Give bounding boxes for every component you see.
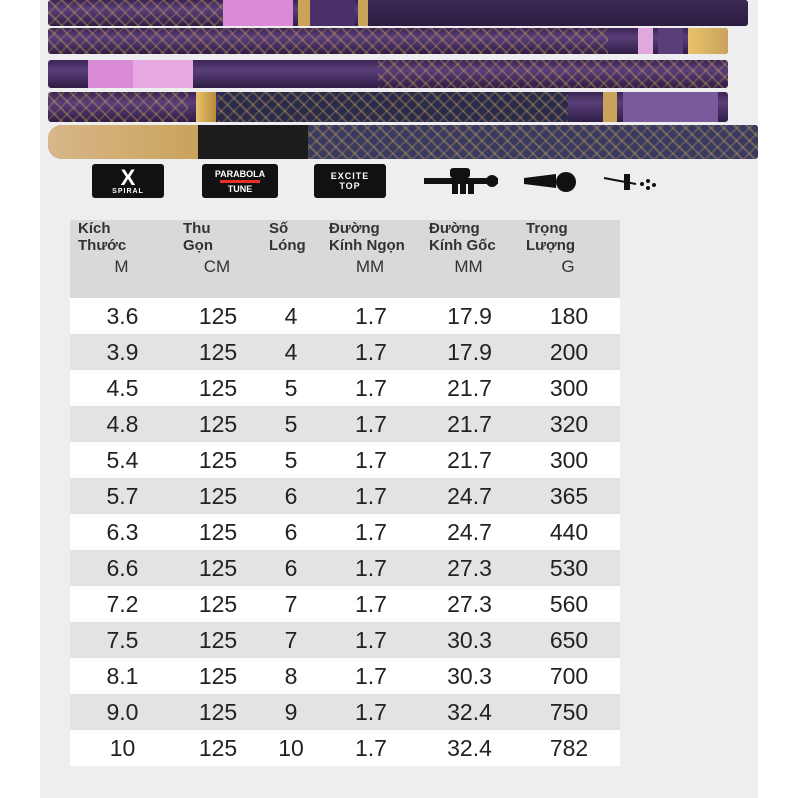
table-cell: 125 (175, 622, 261, 658)
column-header (321, 220, 421, 298)
table-cell: 782 (518, 730, 620, 766)
table-cell: 530 (518, 550, 620, 586)
table-cell: 21.7 (421, 442, 518, 478)
table-cell: 125 (175, 658, 261, 694)
column-header (261, 220, 321, 298)
table-cell: 5.7 (70, 478, 175, 514)
header-unit: MM (454, 257, 483, 276)
table-cell: 10 (261, 730, 321, 766)
table-cell: 7.5 (70, 622, 175, 658)
table-cell: 17.9 (421, 334, 518, 370)
table-cell: 30.3 (421, 658, 518, 694)
table-cell: 24.7 (421, 478, 518, 514)
table-cell: 10 (70, 730, 175, 766)
table-cell: 32.4 (421, 730, 518, 766)
table-body (70, 298, 620, 766)
table-cell: 125 (175, 694, 261, 730)
rod-section-3 (48, 60, 728, 88)
feature-icons-row (40, 160, 758, 206)
table-cell: 125 (175, 514, 261, 550)
table-cell: 200 (518, 334, 620, 370)
table-cell: 320 (518, 406, 620, 442)
table-cell: 1.7 (321, 442, 421, 478)
table-cell: 1.7 (321, 370, 421, 406)
column-header (175, 220, 261, 298)
header-line1: Kích (78, 220, 111, 237)
table-cell: 1.7 (321, 334, 421, 370)
table-cell: 1.7 (321, 622, 421, 658)
column-header (70, 220, 175, 298)
table-row (70, 514, 620, 550)
rod-section-4 (48, 92, 728, 122)
table-cell: 30.3 (421, 622, 518, 658)
rod-section-1 (48, 0, 748, 26)
header-line2: Thước (78, 237, 127, 254)
header-unit (269, 258, 321, 275)
table-cell: 32.4 (421, 694, 518, 730)
header-line1: Thu (183, 220, 211, 237)
table-cell: 9 (261, 694, 321, 730)
table-cell: 1.7 (321, 514, 421, 550)
table-cell: 21.7 (421, 406, 518, 442)
table-cell: 1.7 (321, 586, 421, 622)
rod-section-2 (48, 28, 728, 54)
column-header (421, 220, 518, 298)
table-cell: 6.6 (70, 550, 175, 586)
table-cell: 300 (518, 442, 620, 478)
table-cell: 4.5 (70, 370, 175, 406)
table-row (70, 370, 620, 406)
table-cell: 125 (175, 478, 261, 514)
table-cell: 560 (518, 586, 620, 622)
rod-section-5 (48, 125, 758, 159)
parabola-tune-logo: PARABOLA TUNE (202, 164, 278, 198)
table-cell: 24.7 (421, 514, 518, 550)
table-header-row (70, 220, 620, 298)
header-line2: Kính Ngọn (329, 237, 405, 254)
table-cell: 5.4 (70, 442, 175, 478)
table-cell: 27.3 (421, 586, 518, 622)
excite-top-logo: EXCITE TOP (314, 164, 386, 198)
table-cell: 1.7 (321, 298, 421, 334)
table-cell: 750 (518, 694, 620, 730)
table-row (70, 586, 620, 622)
header-line1: Số (269, 220, 289, 237)
table-cell: 700 (518, 658, 620, 694)
header-unit: MM (355, 257, 385, 276)
table-row (70, 658, 620, 694)
spec-table (70, 220, 620, 766)
table-cell: 1.7 (321, 406, 421, 442)
table-cell: 6.3 (70, 514, 175, 550)
table-row (70, 478, 620, 514)
table-cell: 8 (261, 658, 321, 694)
table-cell: 125 (175, 550, 261, 586)
header-line2: Lóng (269, 237, 306, 254)
header-line1: Đường (429, 220, 480, 237)
table-cell: 365 (518, 478, 620, 514)
butt-cap-icon (522, 164, 582, 198)
table-cell: 1.7 (321, 478, 421, 514)
table-cell: 4.8 (70, 406, 175, 442)
table-cell: 180 (518, 298, 620, 334)
table-cell: 17.9 (421, 298, 518, 334)
table-cell: 5 (261, 370, 321, 406)
rod-tip-icon (602, 164, 658, 198)
header-line2: Gọn (183, 237, 213, 254)
table-cell: 650 (518, 622, 620, 658)
table-row (70, 622, 620, 658)
table-cell: 7 (261, 586, 321, 622)
table-row (70, 406, 620, 442)
table-row (70, 730, 620, 766)
table-cell: 6 (261, 514, 321, 550)
table-cell: 9.0 (70, 694, 175, 730)
table-cell: 6 (261, 478, 321, 514)
table-cell: 6 (261, 550, 321, 586)
table-cell: 125 (175, 586, 261, 622)
table-row (70, 550, 620, 586)
table-row (70, 298, 620, 334)
header-unit: M (114, 257, 129, 276)
table-cell: 3.9 (70, 334, 175, 370)
table-cell: 125 (175, 334, 261, 370)
table-cell: 125 (175, 406, 261, 442)
table-cell: 4 (261, 298, 321, 334)
header-line2: Lượng (526, 237, 576, 254)
table-cell: 8.1 (70, 658, 175, 694)
table-cell: 1.7 (321, 658, 421, 694)
x-spiral-logo: X SPIRAL (92, 164, 164, 198)
header-line1: Trọng (526, 220, 568, 237)
table-cell: 21.7 (421, 370, 518, 406)
table-cell: 5 (261, 406, 321, 442)
table-cell: 440 (518, 514, 620, 550)
table-cell: 7.2 (70, 586, 175, 622)
header-line1: Đường (329, 220, 380, 237)
table-cell: 1.7 (321, 694, 421, 730)
table-cell: 3.6 (70, 298, 175, 334)
column-header (518, 220, 620, 298)
table-cell: 300 (518, 370, 620, 406)
table-cell: 1.7 (321, 550, 421, 586)
header-unit: CM (203, 257, 231, 276)
header-line2: Kính Gốc (429, 237, 496, 254)
table-cell: 4 (261, 334, 321, 370)
table-cell: 125 (175, 298, 261, 334)
table-cell: 125 (175, 370, 261, 406)
table-cell: 125 (175, 442, 261, 478)
reel-seat-icon (422, 164, 502, 198)
table-cell: 5 (261, 442, 321, 478)
table-cell: 7 (261, 622, 321, 658)
table-row (70, 694, 620, 730)
table-cell: 125 (175, 730, 261, 766)
table-cell: 27.3 (421, 550, 518, 586)
table-row (70, 334, 620, 370)
table-row (70, 442, 620, 478)
header-unit: G (561, 257, 575, 276)
table-cell: 1.7 (321, 730, 421, 766)
